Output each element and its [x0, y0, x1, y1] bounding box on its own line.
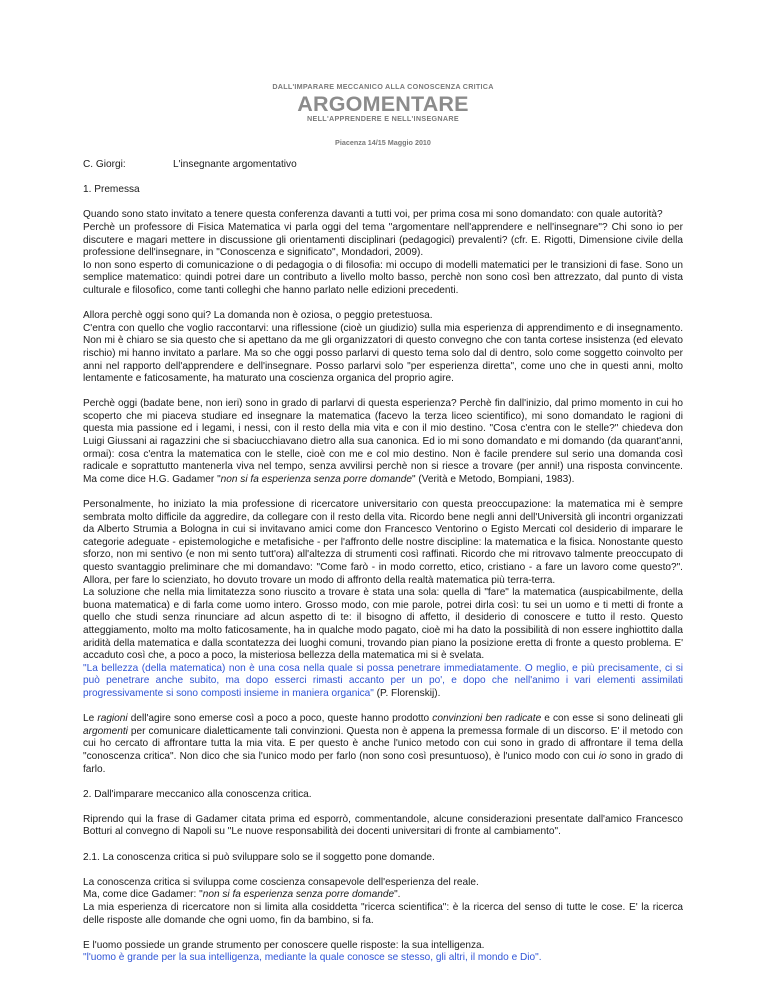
text-run: dell'agire sono emerse così a poco a poco, queste hanno prodotto	[127, 713, 433, 725]
header-date: Piacenza 14/15 Maggio 2010	[335, 138, 431, 147]
intelligence-quote: "l'uomo è grande per la sua intelligenza, mediante la quale conosce se stesso, gli altri, il mondo e Dio".	[83, 952, 542, 964]
text-line: Allora perchè oggi sono qui? La domanda non è oziosa, o peggio pretestuosa.	[83, 310, 433, 322]
header-title: ARGOMENTARE	[297, 92, 469, 116]
text-line	[83, 889, 683, 902]
text-line: La mia esperienza di ricercatore non si limita alla cosiddetta "ricerca scientifica": è la ricerca del senso di tutte le cose. E' la ricerca delle risposte alle domande che ogni uomo, fin da bambino, si fa.	[83, 902, 683, 926]
quote-attribution: (P. Florenskij).	[373, 687, 441, 699]
text-line: La conoscenza critica si sviluppa come coscienza consapevole dell'esperienza del reale.	[83, 876, 479, 888]
text-run: e con esse si sono delineati gli	[541, 713, 684, 725]
text-run: Perchè oggi (badate bene, non ieri) sono in grado di parlarvi di questa esperienza? Perchè fin dall'inizio, dal primo momento in cui ho scoperto che mi piaceva studiare ed insegnare la matematica (facevo la terza liceo scientifico), mi sono domandato le ragioni di questa mia passione ed i legami, i nessi, con il resto della mia vita e con il mio destino. "Cosa c'entra con le stelle?" chiedeva don Luigi Giussani ai ragazzini che si sbaciucchiavano dietro alla sua canonica. Ed io mi sono domandato e mi domando (da quarant'anni, ormai): cosa c'entra la matematica con le stelle, cioè con me e col mio destino. Non è facile prendere sul serio una domanda così radicale e soprattutto mantenerla viva nel tempo, senza avvilirsi perchè non si riesce a trovare (per anni!) una risposta convincente. Ma come dice H.G. Gadamer "	[83, 398, 683, 485]
text-line: C'entra con quello che voglio raccontarvi: una riflessione (cioè un giudizio) sulla mia esperienza di apprendimento e di insegnamento. Non mi è chiaro se sia questo che si apettano da me gli organizzatori di questo convegno che con tanta cortese insistenza (ed elevato rischio) mi hanno invitato a parlare. Ma so che oggi posso parlarvi di questo tema solo dal di dentro, solo come soggetto coinvolto per anni nel rapporto dell'apprendere e dell'insegnare. Posso parlarvi solo "per esperienza diretta", come uno che in questi anni, molto lentamente e faticosamente, ha maturato una coscienza organica del proprio agire.	[83, 322, 683, 385]
emphasis: io	[598, 750, 607, 762]
paragraph-personal	[83, 499, 683, 701]
text-line: E l'uomo possiede un grande strumento per conoscere quelle risposte: la sua intelligenza.	[83, 939, 485, 951]
text-run: Ma, come dice Gadamer: "	[83, 889, 203, 901]
text-run: " (Verità e Metodo, Bompiani, 1983).	[412, 473, 575, 485]
text-line: Quando sono stato invitato a tenere questa conferenza davanti a tutti voi, per prima cosa mi sono domandato: con quale autorità?	[83, 209, 663, 221]
paragraph-premessa	[83, 209, 683, 297]
conference-header	[83, 82, 683, 148]
talk-title: L'insegnante argomentativo	[173, 159, 297, 170]
florenskij-quote	[83, 663, 683, 701]
header-subtitle: NELL'APPRENDERE E NELL'INSEGNARE	[307, 114, 459, 123]
gadamer-quote: non si fa esperienza senza porre domande	[220, 473, 412, 485]
gadamer-quote: non si fa esperienza senza porre domande	[202, 889, 395, 901]
text-line: Personalmente, ho iniziato la mia professione di ricercatore universitario con questa preoccupazione: la matematica mi è sempre sembrata molto difficile da aggredire, da collegare con il resto della vita. Ricordo bene negli anni dell'Università gli incontri organizzati da Alberto Strumia a Bologna in cui si invitavano amici come don Francesco Ventorino o Egisto Mercati col desiderio di imparare le categorie adeguate - epistemologiche e metafisiche - per l'affronto delle nostre discipline: la matematica e la fisica. Nonostante questo sforzo, non mi sentivo (e non mi sento tutt'ora) all'altezza di strumenti così raffinati. Ricordo che mi ritrovavo talmente preoccupato di questo svantaggio preliminare che mi domandavo: "Come farò - in modo corretto, etico, cristiano - a fare un lavoro come questo?". Allora, per fare lo scienziato, ho dovuto trovare un modo di affronto della realtà matematica più terra-terra.	[83, 499, 683, 586]
text-line: La soluzione che nella mia limitatezza sono riuscito a trovare è stata una sola: quella di "fare" la matematica (auspicabilmente, della buona matematica) e di farla come uomo intero. Grosso modo, con mie parole, potrei dirla così: tu sei un uomo e ti metti di fronte a quello che studi senza rinunciare ad alcun aspetto di te: il bisogno di affetto, il desiderio di conoscere e tutto il resto. Questo atteggiamento, molto ma molto faticosamente, ha in qualche modo pagato, cioè mi ha dato la possibilità di non essere inghiottito dalla aridità della matematica e dalla scontatezza dei luoghi comuni, trovando pian piano la posizione eretta di fronte a questo problema. E' accaduto così che, a poco a poco, la misteriosa bellezza della matematica mi si è svelata.	[83, 587, 683, 662]
text-run: ".	[394, 889, 401, 901]
section-heading-2-1: 2.1. La conoscenza critica si può sviluppare solo se il soggetto pone domande.	[83, 851, 435, 863]
emphasis: convinzioni ben radicate	[432, 713, 542, 725]
author-name: C. Giorgi:	[83, 159, 126, 170]
paragraph-reasons	[83, 713, 683, 776]
paragraph-why-today	[83, 398, 683, 486]
section-heading-2: 2. Dall'imparare meccanico alla conoscenza critica.	[83, 788, 312, 800]
text-line: Io non sono esperto di comunicazione o di pedagogia o di filosofia: mi occupo di modelli matematici per le transizioni di fase. Sono un semplice matematico: quindi potrei dare un contributo a livello molto basso, perchè non sono così ben attrezzato, dal punto di vista culturale e filosofico, come tanti colleghi che hanno parlato nelle edizioni precedenti.	[83, 259, 683, 296]
paragraph-gadamer-botturi: Riprendo qui la frase di Gadamer citata prima ed esporrò, commentandole, alcune considerazioni presentate dall'amico Francesco Botturi al convegno di Napoli su "Le nuove responsabilità dei docenti universitari di fronte al cambiamento".	[83, 813, 683, 838]
author-line	[83, 159, 683, 172]
paragraph-critical-knowledge	[83, 877, 683, 927]
paragraph-intelligence	[83, 940, 683, 965]
text-line: Perchè un professore di Fisica Matematica vi parla oggi del tema "argomentare nell'apprendere e nell'insegnare"? Chi sono io per discutere e magari mettere in discussione gli orientamenti disciplinari (pedagogici) prevalenti? (cfr. E. Rigotti, Dimensione civile della professione dell'insegnare, in "Conoscenza e significato", Mondadori, 2009).	[83, 221, 683, 259]
text-run: sono in grado di farlo.	[83, 750, 683, 775]
text-run: Le	[83, 713, 98, 725]
section-heading-1: 1. Premessa	[83, 184, 140, 196]
text-run: per comunicare dialetticamente tali convinzioni. Questa non è appena la premessa formale di un discorso. E' il metodo con cui ho cercato di affrontare tutta la mia vita. E per questo è anche l'unico metodo con cui sono in grado di affrontare il tema della "conoscenza critica". Non dico che sia l'unico modo per farlo (non sono così presuntuoso), è l'unico modo con cui	[83, 725, 683, 762]
paragraph-why-here	[83, 310, 683, 386]
quote-text: "La bellezza (della matematica) non è una cosa nella quale si possa penetrare immediatamente. O meglio, e più precisamente, ci si può penetrare anche subito, ma dopo esserci rimasti accanto per un po', e dopo che nell'animo i vari elementi assimilati progressivamente si sono composti insieme in maniera organica"	[83, 662, 683, 699]
header-kicker: DALL'IMPARARE MECCANICO ALLA CONOSCENZA CRITICA	[272, 82, 494, 91]
emphasis: ragioni	[97, 713, 128, 725]
emphasis: argomenti	[83, 725, 128, 737]
document-page	[83, 82, 683, 965]
